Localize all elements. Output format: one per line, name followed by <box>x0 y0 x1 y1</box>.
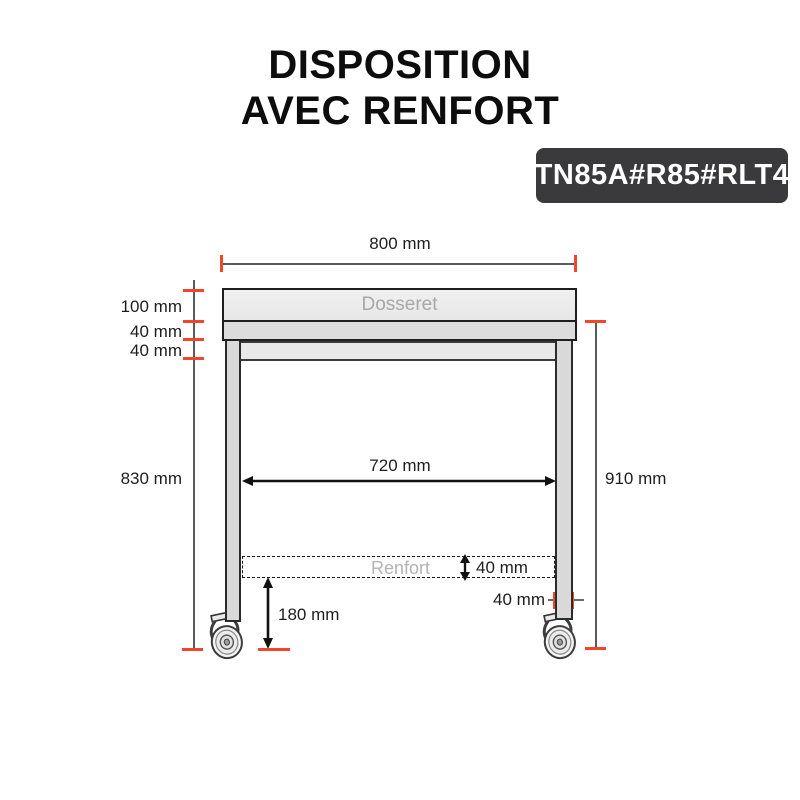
product-code-badge <box>536 148 788 203</box>
dim-clearance-label: 180 mm <box>278 605 340 624</box>
left-leg <box>225 339 241 622</box>
dim-tick <box>183 357 204 360</box>
dim-overall-height-label: 910 mm <box>605 469 667 488</box>
dim-tick <box>183 289 204 292</box>
dim-tick <box>258 648 290 651</box>
dim-renfort-thickness-label: 40 mm <box>476 558 528 577</box>
dim-tick <box>220 255 223 272</box>
dim-worktop-thickness-label: 40 mm <box>130 322 182 341</box>
dim-tick <box>183 338 204 341</box>
dim-tick <box>182 648 203 651</box>
dim-frame-rail-height-label: 40 mm <box>130 341 182 360</box>
dim-backsplash-height-label: 100 mm <box>120 297 182 316</box>
dim-right-line <box>595 322 597 650</box>
dim-tick <box>585 647 606 650</box>
dim-tick <box>574 255 577 272</box>
dim-top-width-label: 800 mm <box>369 234 431 253</box>
clearance-arrow <box>262 577 275 649</box>
dim-left-line <box>193 280 195 650</box>
renfort-thickness-arrow <box>459 554 472 581</box>
dim-tick <box>183 320 204 323</box>
dim-top-width-line <box>222 263 577 265</box>
dosseret-panel <box>222 288 577 322</box>
frame-rail <box>239 341 557 361</box>
dim-leg-width-label: 40 mm <box>493 590 545 609</box>
renfort-label: Renfort <box>371 558 431 578</box>
product-code-text: TN85A#R85#RLT4 <box>534 159 790 191</box>
renfort-box <box>242 556 555 578</box>
worktop-panel <box>222 320 577 341</box>
inner-width-arrow <box>241 474 557 488</box>
right-leg <box>555 339 573 620</box>
dosseret-label: Dosseret <box>361 294 438 315</box>
title-line-2: AVEC RENFORT <box>240 89 560 133</box>
dim-leg-height-label: 830 mm <box>120 469 182 488</box>
dim-tick <box>585 320 606 323</box>
title-line-1: DISPOSITION <box>268 43 532 87</box>
dim-inner-width-label: 720 mm <box>369 456 431 475</box>
page-title <box>0 42 800 134</box>
